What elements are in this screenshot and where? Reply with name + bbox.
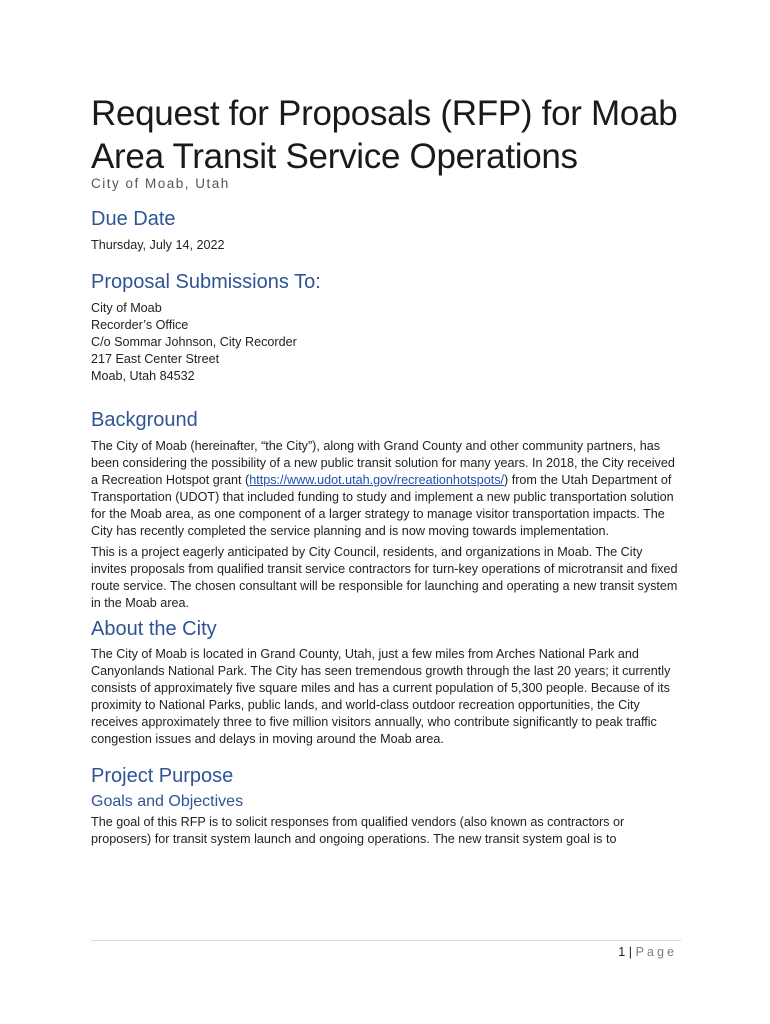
submission-address (91, 300, 681, 385)
heading-about-city: About the City (91, 618, 217, 640)
background-paragraph-2: This is a project eagerly anticipated by City Council, residents, and organizations in Moab. The City invites proposals from qualified transit service contractors for turn-key operations of microtransit and fixed route service. The chosen consultant will be responsible for launching and operating a new transit system in the Moab area. (91, 545, 678, 610)
address-line: City of Moab (91, 301, 162, 315)
document-subtitle: City of Moab, Utah (91, 176, 230, 191)
address-line: Recorder’s Office (91, 318, 189, 332)
page-label: Page (635, 945, 677, 959)
title-line-2: Area Transit Service Operations (91, 137, 578, 176)
background-text-before-link: The City of Moab (hereinafter, “the City”), along with Grand County and other community partners, has been considering the possibility of a new public transit solution for many years. In 2018, the City received a Recreation Hotspot grant ( (91, 439, 675, 487)
document-page (91, 92, 681, 848)
address-line: 217 East Center Street (91, 352, 220, 366)
heading-project-purpose: Project Purpose (91, 765, 234, 787)
heading-background: Background (91, 409, 198, 431)
document-title (91, 92, 681, 178)
page-footer (618, 945, 677, 959)
heading-due-date: Due Date (91, 208, 176, 230)
recreation-hotspots-link[interactable]: https://www.udot.utah.gov/recreationhotspots/ (249, 473, 505, 487)
due-date-text: Thursday, July 14, 2022 (91, 238, 225, 252)
title-line-1: Request for Proposals (RFP) for Moab (91, 94, 678, 133)
purpose-paragraph: The goal of this RFP is to solicit responses from qualified vendors (also known as contractors or proposers) for transit system launch and ongoing operations. The new transit system goal is to (91, 815, 625, 846)
about-paragraph: The City of Moab is located in Grand County, Utah, just a few miles from Arches National Park and Canyonlands National Park. The City has seen tremendous growth through the last 20 years; it currently consists of approximately five square miles and has a current population of 5,300 people. Because of its proximity to National Parks, public lands, and world-class outdoor recreation opportunities, the City receives approximately three to five million visitors annually, who contribute significantly to peak traffic congestion issues and delays in moving around the Moab area. (91, 647, 671, 746)
address-line: C/o Sommar Johnson, City Recorder (91, 335, 297, 349)
background-text-after-link: ) from the Utah Department of Transportation (UDOT) that included funding to study and implement a new public transportation solution for the Moab area, as one component of a larger strategy to manage visitor transportation impacts. The City has recently completed the service planning and is now moving towards implementation. (91, 473, 674, 538)
address-line: Moab, Utah 84532 (91, 369, 195, 383)
page-number: 1 (618, 945, 626, 959)
heading-goals-objectives: Goals and Objectives (91, 793, 244, 810)
page-separator: | (628, 945, 633, 959)
footer-divider (91, 940, 681, 941)
background-paragraph-1 (91, 438, 681, 540)
heading-submissions: Proposal Submissions To: (91, 271, 321, 293)
